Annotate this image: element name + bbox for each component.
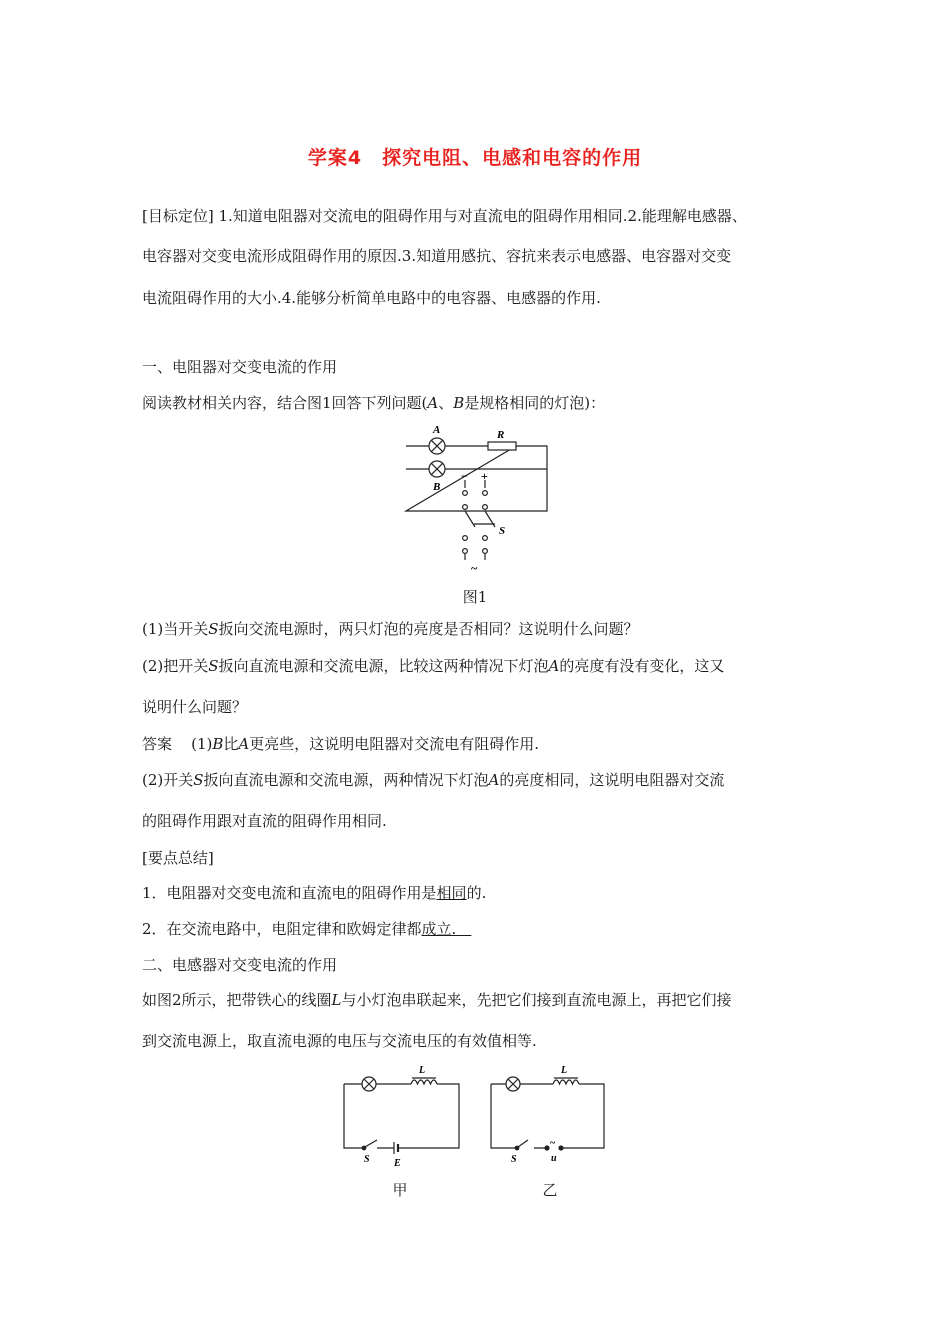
figure-2-yi-caption: 乙	[542, 1181, 558, 1199]
figure-2-jia-caption: 甲	[392, 1181, 408, 1199]
fig1-label-s: S	[499, 525, 506, 537]
fig2-jia-label-l: L	[419, 1065, 426, 1076]
fig2-yi-label-ac: ~	[550, 1138, 556, 1149]
page-title: 学案4 探究电阻、电感和电容的作用	[307, 147, 643, 169]
section2-paragraph-line-1: 如图2所示，把带铁心的线圈L与小灯泡串联起来，先把它们接到直流电源上，再把它们接	[142, 991, 732, 1009]
fig1-label-ac: ~	[471, 561, 478, 575]
summary-point-2: 2．在交流电路中，电阻定律和欧姆定律都成立.	[142, 920, 472, 938]
fig1-label-plus: +	[481, 469, 488, 483]
section1-intro: 阅读教材相关内容，结合图1回答下列问题(A、B是规格相同的灯泡)：	[142, 394, 606, 412]
fig1-label-a: A	[433, 424, 441, 436]
fig1-label-r: R	[497, 429, 505, 441]
question-2-continued: 说明什么问题？	[142, 698, 248, 716]
section1-heading: 一、电阻器对交变电流的作用	[142, 358, 338, 376]
answer-2-continued: 的阻碍作用跟对直流的阻碍作用相同.	[142, 812, 387, 830]
summary-point-1: 1．电阻器对交变电流和直流电的阻碍作用是相同的.	[142, 884, 487, 902]
fig1-label-minus: −	[461, 469, 468, 483]
figure-2-yi-circuit	[481, 1062, 616, 1172]
figure-1-caption: 图1	[462, 588, 488, 606]
section2-heading: 二、电感器对交变电流的作用	[142, 956, 338, 974]
fig2-jia-label-s: S	[364, 1154, 370, 1165]
answer-1: 答案 (1)B比A更亮些，这说明电阻器对交流电有阻碍作用.	[142, 735, 540, 753]
question-2: (2)把开关S扳向直流电源和交流电源，比较这两种情况下灯泡A的亮度有没有变化，这又	[142, 657, 725, 675]
fig2-yi-label-u: u	[551, 1153, 557, 1164]
fig2-yi-label-s: S	[511, 1154, 517, 1165]
fig1-label-b: B	[433, 481, 441, 493]
summary-label: [要点总结]	[142, 849, 214, 867]
fig2-yi-label-l: L	[561, 1065, 568, 1076]
objectives-line-1: [目标定位] 1.知道电阻器对交流电的阻碍作用与对直流电的阻碍作用相同.2.能理解电感器、	[142, 207, 747, 225]
figure-2-jia-circuit	[335, 1062, 470, 1172]
section2-paragraph-line-2: 到交流电源上，取直流电源的电压与交流电压的有效值相等.	[142, 1032, 537, 1050]
figure-1-circuit	[395, 418, 565, 578]
question-1: (1)当开关S扳向交流电源时，两只灯泡的亮度是否相同？这说明什么问题？	[142, 620, 639, 638]
objectives-line-3: 电流阻碍作用的大小.4.能够分析简单电路中的电容器、电感器的作用.	[142, 289, 601, 307]
objectives-line-2: 电容器对交变电流形成阻碍作用的原因.3.知道用感抗、容抗来表示电感器、电容器对交变	[142, 247, 732, 265]
fig2-jia-label-e: E	[394, 1158, 401, 1169]
answer-2: (2)开关S扳向直流电源和交流电源，两种情况下灯泡A的亮度相同，这说明电阻器对交流	[142, 771, 725, 789]
